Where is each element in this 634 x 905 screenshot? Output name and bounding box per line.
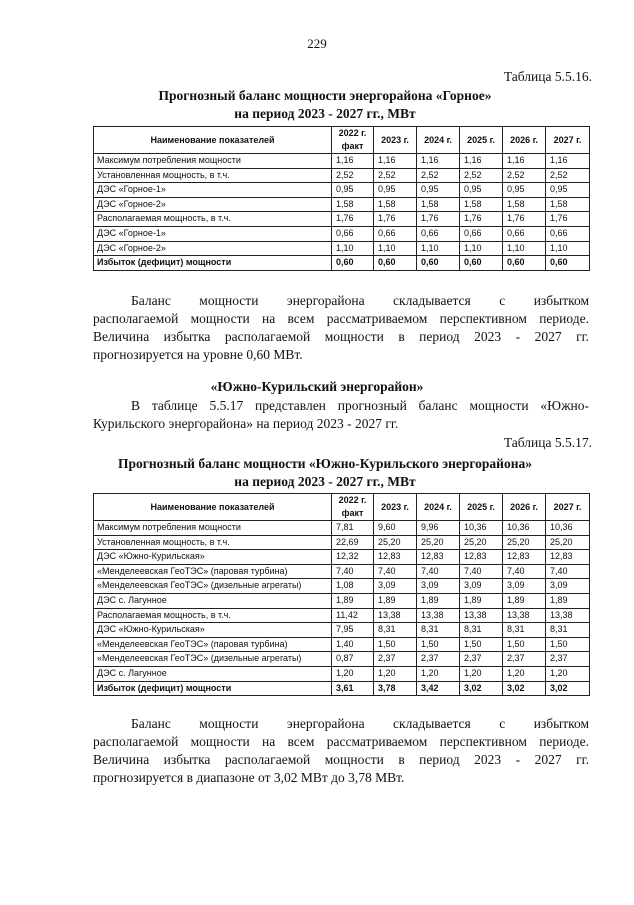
row-label: ДЭС «Южно-Курильская» (94, 550, 332, 565)
value-cell: 25,20 (374, 535, 417, 550)
value-cell: 1,58 (460, 197, 503, 212)
value-cell: 3,78 (374, 681, 417, 696)
row-label: Избыток (дефицит) мощности (94, 681, 332, 696)
table2-title (60, 455, 590, 491)
value-cell: 3,09 (503, 579, 546, 594)
table2-title-line1: Прогнозный баланс мощности «Южно-Курильского энергорайона» (118, 456, 532, 471)
value-cell: 12,83 (460, 550, 503, 565)
value-cell: 1,10 (332, 241, 374, 256)
value-cell: 25,20 (460, 535, 503, 550)
value-cell: 12,83 (546, 550, 590, 565)
paragraph3-line2: располагаемой мощности на всем рассматриваемом перспективном периоде. (93, 734, 589, 749)
value-cell: 1,16 (332, 154, 374, 169)
value-cell: 8,31 (546, 623, 590, 638)
value-cell: 1,89 (460, 593, 503, 608)
paragraph1 (93, 292, 589, 364)
table-row (94, 256, 590, 271)
table-row (94, 608, 590, 623)
value-cell: 8,31 (503, 623, 546, 638)
value-cell: 1,16 (374, 154, 417, 169)
table-row (94, 168, 590, 183)
value-cell: 2,52 (460, 168, 503, 183)
row-label: Максимум потребления мощности (94, 154, 332, 169)
value-cell: 1,20 (374, 666, 417, 681)
table1-title-line2: на период 2023 - 2027 гг., МВт (234, 106, 416, 121)
value-cell: 1,58 (503, 197, 546, 212)
column-header-year: 2025 г. (460, 127, 503, 154)
value-cell: 1,58 (546, 197, 590, 212)
value-cell: 1,76 (503, 212, 546, 227)
table-row (94, 623, 590, 638)
value-cell: 13,38 (417, 608, 460, 623)
value-cell: 1,10 (460, 241, 503, 256)
value-cell: 0,66 (546, 226, 590, 241)
column-header-year: 2027 г. (546, 127, 590, 154)
paragraph2-line1: В таблице 5.5.17 представлен прогнозный баланс мощности «Южно- (131, 398, 589, 413)
table1-header-row (94, 127, 590, 154)
value-cell: 0,66 (374, 226, 417, 241)
row-label: Располагаемая мощность, в т.ч. (94, 212, 332, 227)
value-cell: 1,89 (503, 593, 546, 608)
column-header-name: Наименование показателей (94, 494, 332, 521)
value-cell: 1,16 (503, 154, 546, 169)
table-row (94, 681, 590, 696)
row-label: Располагаемая мощность, в т.ч. (94, 608, 332, 623)
column-header-year: 2023 г. (374, 127, 417, 154)
table-row (94, 197, 590, 212)
table1-label: Таблица 5.5.16. (503, 69, 592, 84)
value-cell: 7,95 (332, 623, 374, 638)
value-cell: 0,95 (332, 183, 374, 198)
value-cell: 1,76 (332, 212, 374, 227)
value-cell: 0,95 (374, 183, 417, 198)
value-cell: 0,60 (503, 256, 546, 271)
value-cell: 2,37 (503, 652, 546, 667)
value-cell: 0,95 (417, 183, 460, 198)
value-cell: 2,37 (374, 652, 417, 667)
value-cell: 25,20 (503, 535, 546, 550)
value-cell: 12,83 (503, 550, 546, 565)
value-cell: 2,52 (503, 168, 546, 183)
column-header-year: 2022 г. факт (332, 127, 374, 154)
column-header-year: 2024 г. (417, 127, 460, 154)
row-label: Избыток (дефицит) мощности (94, 256, 332, 271)
value-cell: 10,36 (546, 521, 590, 536)
paragraph3 (93, 715, 589, 787)
row-label: ДЭС с. Лагунное (94, 666, 332, 681)
value-cell: 1,10 (417, 241, 460, 256)
value-cell: 7,40 (332, 564, 374, 579)
value-cell: 8,31 (374, 623, 417, 638)
value-cell: 0,87 (332, 652, 374, 667)
value-cell: 0,66 (417, 226, 460, 241)
value-cell: 1,50 (546, 637, 590, 652)
table-row (94, 550, 590, 565)
table-row (94, 593, 590, 608)
value-cell: 3,02 (460, 681, 503, 696)
value-cell: 1,16 (460, 154, 503, 169)
value-cell: 7,81 (332, 521, 374, 536)
row-label: «Менделеевская ГеоТЭС» (паровая турбина) (94, 564, 332, 579)
value-cell: 1,16 (417, 154, 460, 169)
paragraph2 (93, 397, 589, 433)
value-cell: 1,20 (332, 666, 374, 681)
value-cell: 1,50 (460, 637, 503, 652)
column-header-year: 2024 г. (417, 494, 460, 521)
value-cell: 12,32 (332, 550, 374, 565)
value-cell: 7,40 (374, 564, 417, 579)
value-cell: 0,60 (460, 256, 503, 271)
value-cell: 7,40 (417, 564, 460, 579)
row-label: «Менделеевская ГеоТЭС» (дизельные агрегаты) (94, 579, 332, 594)
table-row (94, 154, 590, 169)
value-cell: 3,09 (546, 579, 590, 594)
column-header-year: 2025 г. (460, 494, 503, 521)
value-cell: 7,40 (460, 564, 503, 579)
row-label: ДЭС «Горное-1» (94, 183, 332, 198)
value-cell: 3,02 (503, 681, 546, 696)
table-row (94, 637, 590, 652)
value-cell: 1,50 (374, 637, 417, 652)
value-cell: 1,20 (417, 666, 460, 681)
value-cell: 0,66 (460, 226, 503, 241)
section-heading: «Южно-Курильский энергорайон» (210, 379, 424, 394)
column-header-year: 2026 г. (503, 494, 546, 521)
row-label: ДЭС «Горное-2» (94, 241, 332, 256)
paragraph1-line3: Величина избытка располагаемой мощности в период 2023 - 2027 гг. (93, 329, 589, 344)
value-cell: 9,96 (417, 521, 460, 536)
table-row (94, 535, 590, 550)
value-cell: 1,10 (546, 241, 590, 256)
page-number: 229 (307, 36, 327, 51)
value-cell: 1,10 (503, 241, 546, 256)
value-cell: 2,37 (417, 652, 460, 667)
table-row (94, 666, 590, 681)
table-row (94, 521, 590, 536)
value-cell: 1,76 (546, 212, 590, 227)
row-label: Установленная мощность, в т.ч. (94, 535, 332, 550)
table-row (94, 579, 590, 594)
value-cell: 1,89 (546, 593, 590, 608)
column-header-year: 2027 г. (546, 494, 590, 521)
value-cell: 2,52 (374, 168, 417, 183)
value-cell: 13,38 (503, 608, 546, 623)
value-cell: 12,83 (374, 550, 417, 565)
value-cell: 25,20 (417, 535, 460, 550)
row-label: ДЭС «Южно-Курильская» (94, 623, 332, 638)
value-cell: 8,31 (417, 623, 460, 638)
value-cell: 1,76 (374, 212, 417, 227)
table-row (94, 226, 590, 241)
table1-title (60, 87, 590, 123)
value-cell: 1,16 (546, 154, 590, 169)
paragraph1-line4: прогнозируется на уровне 0,60 МВт. (93, 347, 303, 362)
row-label: Максимум потребления мощности (94, 521, 332, 536)
value-cell: 2,52 (332, 168, 374, 183)
value-cell: 1,20 (460, 666, 503, 681)
value-cell: 9,60 (374, 521, 417, 536)
column-header-year: 2022 г. факт (332, 494, 374, 521)
value-cell: 0,60 (546, 256, 590, 271)
table1-title-line1: Прогнозный баланс мощности энергорайона «Горное» (158, 88, 492, 103)
value-cell: 0,60 (417, 256, 460, 271)
value-cell: 0,60 (374, 256, 417, 271)
value-cell: 3,42 (417, 681, 460, 696)
paragraph3-line3: Величина избытка располагаемой мощности в период 2023 - 2027 гг. (93, 752, 589, 767)
column-header-year: 2026 г. (503, 127, 546, 154)
paragraph2-line2: Курильского энергорайона» на период 2023 - 2027 гг. (93, 416, 399, 431)
value-cell: 1,08 (332, 579, 374, 594)
table-row (94, 652, 590, 667)
value-cell: 1,40 (332, 637, 374, 652)
row-label: ДЭС «Горное-2» (94, 197, 332, 212)
table-row (94, 564, 590, 579)
value-cell: 10,36 (503, 521, 546, 536)
table-row (94, 183, 590, 198)
table2-power-balance-yuzhno-kurilsk (93, 493, 590, 696)
row-label: «Менделеевская ГеоТЭС» (паровая турбина) (94, 637, 332, 652)
value-cell: 2,37 (460, 652, 503, 667)
value-cell: 13,38 (546, 608, 590, 623)
value-cell: 3,09 (417, 579, 460, 594)
value-cell: 1,58 (374, 197, 417, 212)
paragraph1-line1: Баланс мощности энергорайона складывается с избытком (131, 293, 589, 308)
value-cell: 13,38 (460, 608, 503, 623)
table1-power-balance-gornoe (93, 126, 590, 271)
value-cell: 0,95 (546, 183, 590, 198)
value-cell: 11,42 (332, 608, 374, 623)
value-cell: 0,95 (503, 183, 546, 198)
value-cell: 7,40 (503, 564, 546, 579)
value-cell: 1,20 (546, 666, 590, 681)
value-cell: 0,66 (332, 226, 374, 241)
value-cell: 0,95 (460, 183, 503, 198)
value-cell: 1,58 (332, 197, 374, 212)
row-label: ДЭС с. Лагунное (94, 593, 332, 608)
row-label: ДЭС «Горное-1» (94, 226, 332, 241)
table2-header-row (94, 494, 590, 521)
value-cell: 22,69 (332, 535, 374, 550)
table-row (94, 241, 590, 256)
row-label: Установленная мощность, в т.ч. (94, 168, 332, 183)
row-label: «Менделеевская ГеоТЭС» (дизельные агрегаты) (94, 652, 332, 667)
value-cell: 0,60 (332, 256, 374, 271)
value-cell: 1,20 (503, 666, 546, 681)
value-cell: 7,40 (546, 564, 590, 579)
value-cell: 3,09 (374, 579, 417, 594)
paragraph1-line2: располагаемой мощности на всем рассматриваемом перспективном периоде. (93, 311, 589, 326)
value-cell: 1,76 (460, 212, 503, 227)
table2-label: Таблица 5.5.17. (503, 435, 592, 450)
value-cell: 1,89 (417, 593, 460, 608)
value-cell: 8,31 (460, 623, 503, 638)
table-row (94, 212, 590, 227)
value-cell: 1,10 (374, 241, 417, 256)
value-cell: 3,61 (332, 681, 374, 696)
paragraph3-line4: прогнозируется в диапазоне от 3,02 МВт до 3,78 МВт. (93, 770, 405, 785)
value-cell: 1,89 (374, 593, 417, 608)
value-cell: 10,36 (460, 521, 503, 536)
value-cell: 25,20 (546, 535, 590, 550)
value-cell: 3,02 (546, 681, 590, 696)
value-cell: 1,58 (417, 197, 460, 212)
value-cell: 2,37 (546, 652, 590, 667)
value-cell: 1,50 (417, 637, 460, 652)
column-header-name: Наименование показателей (94, 127, 332, 154)
value-cell: 3,09 (460, 579, 503, 594)
value-cell: 1,76 (417, 212, 460, 227)
value-cell: 1,50 (503, 637, 546, 652)
value-cell: 0,66 (503, 226, 546, 241)
value-cell: 12,83 (417, 550, 460, 565)
value-cell: 13,38 (374, 608, 417, 623)
column-header-year: 2023 г. (374, 494, 417, 521)
value-cell: 2,52 (546, 168, 590, 183)
value-cell: 1,89 (332, 593, 374, 608)
value-cell: 2,52 (417, 168, 460, 183)
table2-title-line2: на период 2023 - 2027 гг., МВт (234, 474, 416, 489)
paragraph3-line1: Баланс мощности энергорайона складывается с избытком (131, 716, 589, 731)
